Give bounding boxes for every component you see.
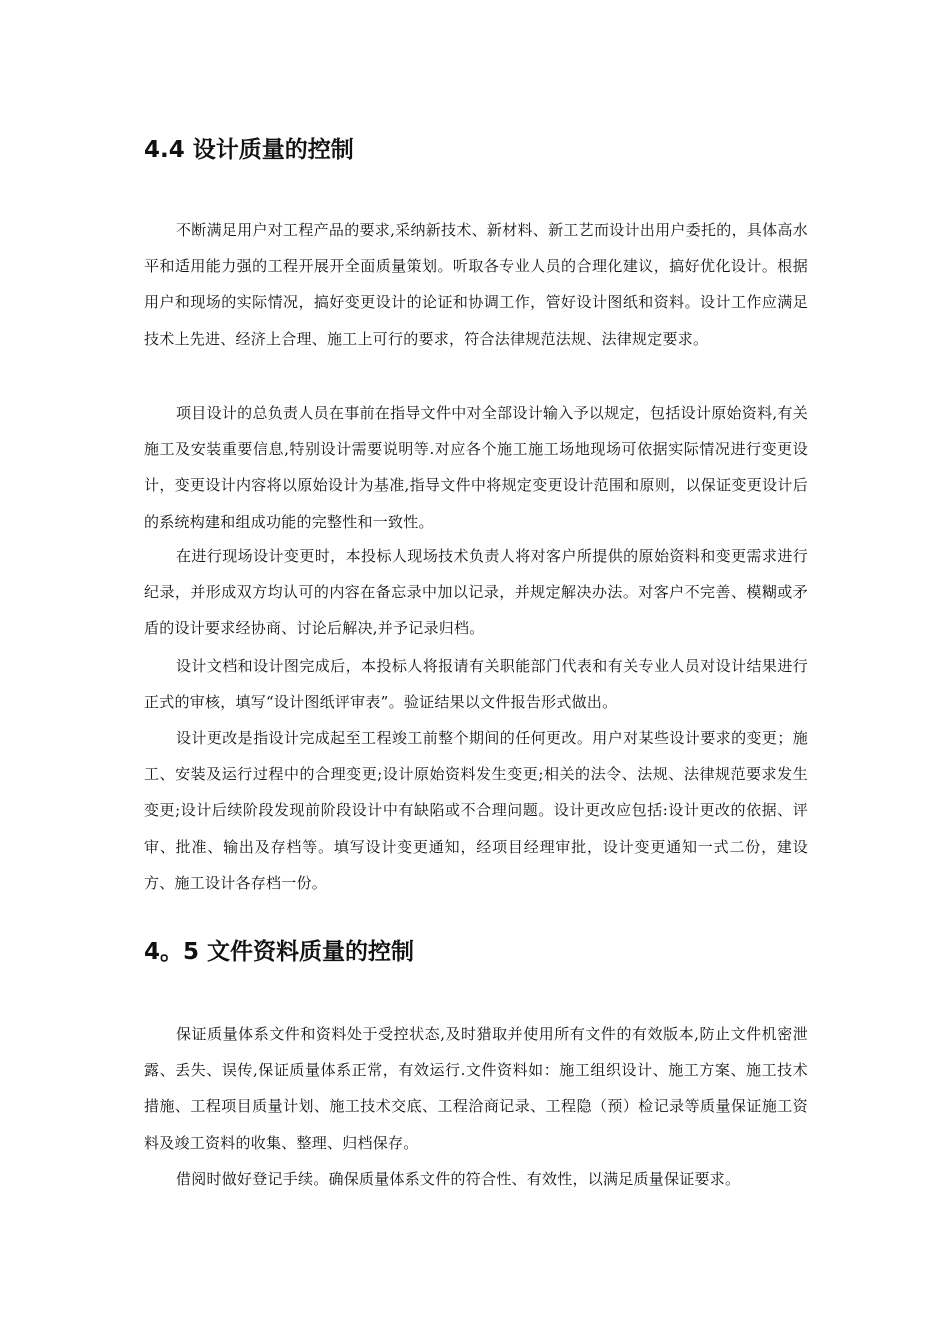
section-heading: 4.4 设计质量的控制 bbox=[144, 137, 354, 163]
paragraph: 设计文档和设计图完成后，本投标人将报请有关职能部门代表和有关专业人员对设计结果进行正式的审核，填写“设计图纸评审表”。验证结果以文件报告形式做出。 bbox=[144, 657, 808, 712]
section-heading: 4。5 文件资料质量的控制 bbox=[144, 939, 415, 965]
paragraph: 项目设计的总负责人员在事前在指导文件中对全部设计输入予以规定，包括设计原始资料,有关施工及安装重要信息,特别设计需要说明等.对应各个施工施工场地现场可依据实际情况进行变更设计，变更设计内容将以原始设计为基准,指导文件中将规定变更设计范围和原则，以保证变更设计后的系统构建和组成功能的完整性和一致性。 bbox=[144, 404, 808, 531]
paragraph: 借阅时做好登记手续。确保质量体系文件的符合性、有效性，以满足质量保证要求。 bbox=[176, 1170, 741, 1188]
paragraph: 保证质量体系文件和资料处于受控状态,及时猎取并使用所有文件的有效版本,防止文件机密泄露、丢失、误传,保证质量体系正常，有效运行.文件资料如：施工组织设计、施工方案、施工技术措施、工程项目质量计划、施工技术交底、工程洽商记录、工程隐（预）检记录等质量保证施工资料及竣工资料的收集、整理、归档保存。 bbox=[144, 1025, 808, 1152]
paragraph: 设计更改是指设计完成起至工程竣工前整个期间的任何更改。用户对某些设计要求的变更；施工、安装及运行过程中的合理变更;设计原始资料发生变更;相关的法令、法规、法律规范要求发生变更;设计后续阶段发现前阶段设计中有缺陷或不合理问题。设计更改应包括:设计更改的依据、评审、批准、输出及存档等。填写设计变更通知，经项目经理审批，设计变更通知一式二份，建设方、施工设计各存档一份。 bbox=[144, 729, 808, 892]
paragraph: 在进行现场设计变更时，本投标人现场技术负责人将对客户所提供的原始资料和变更需求进行纪录，并形成双方均认可的内容在备忘录中加以记录，并规定解决办法。对客户不完善、模糊或矛盾的设计要求经协商、讨论后解决,并予记录归档。 bbox=[144, 547, 808, 638]
paragraph: 不断满足用户对工程产品的要求,采纳新技术、新材料、新工艺而设计出用户委托的，具体高水平和适用能力强的工程开展开全面质量策划。听取各专业人员的合理化建议，搞好优化设计。根据用户和现场的实际情况，搞好变更设计的论证和协调工作，管好设计图纸和资料。设计工作应满足技术上先进、经济上合理、施工上可行的要求，符合法律规范法规、法律规定要求。 bbox=[144, 221, 808, 348]
